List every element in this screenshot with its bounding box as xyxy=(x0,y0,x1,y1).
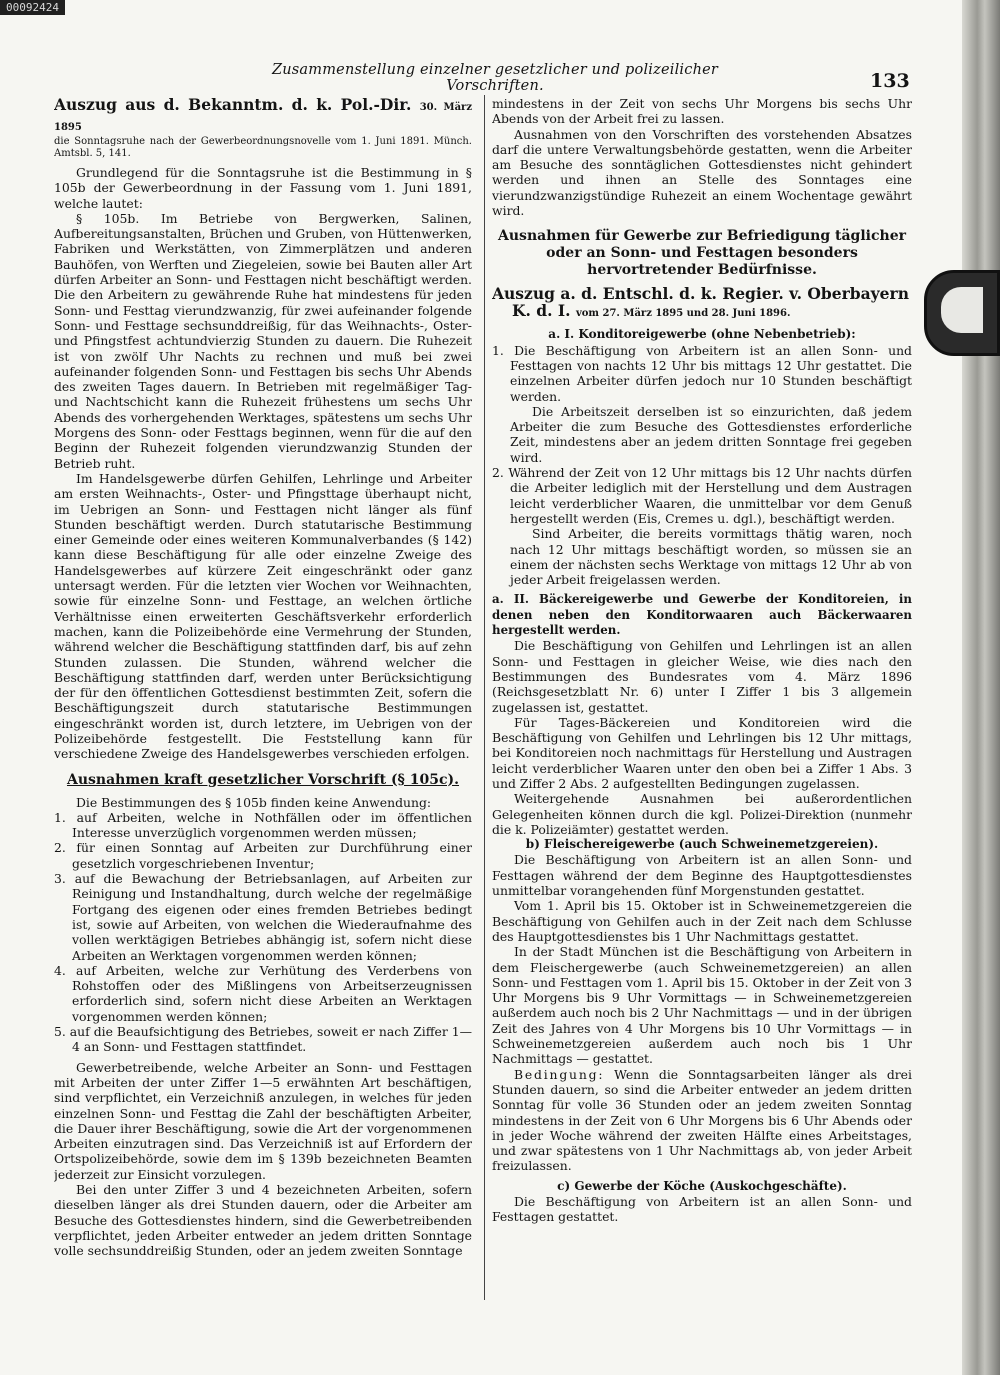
list-intro: Die Bestimmungen des § 105b finden keine Anwendung: xyxy=(76,794,432,810)
extract-title-line-2: K. d. I. xyxy=(512,301,571,321)
a2-paragraph: Die Beschäftigung von Gehilfen und Lehrlingen ist an allen Sonn- und Festtagen in gleicher Weise, wie dies nach den Bestimmungen des Bundesrates vom 4. März 1896 (Reichsgesetzblatt Nr. 6) unter I Ziffer 1 bis 3 allgemein zugelassen ist, gestattet. xyxy=(492,638,912,715)
a1-item: 1. Die Beschäftigung von Arbeitern ist an allen Sonn- und Festtagen von nachts 12 Uhr bis mittags 12 Uhr gestattet. Die einzelnen Arbeiter dürfen jedoch nur 10 Stunden beschäftigt werden. xyxy=(492,342,912,404)
list-item: 4. auf Arbeiten, welche zur Verhütung des Verderbens von Rohstoffen oder des Mißlingens von Arbeitserzeugnissen erforderlich sind, sofern nicht diese Arbeiten an Werktagen vorgenommen werden können; xyxy=(54,962,472,1024)
left-paragraph: Im Handelsgewerbe dürfen Gehilfen, Lehrlinge und Arbeiter am ersten Weihnachts-, Oster- und Pfingsttage überhaupt nicht, im Uebrigen an Sonn- und Festtagen nicht länger als fünf Stunden beschäftigt werden. Durch statutarische Bestimmung einer Gemeinde oder eines weiteren Kommunalverbandes (§ 142) kann diese Beschäftigung für alle oder einzelne Zweige des Handelsgewerbes auf kürzere Zeit eingeschränkt oder ganz untersagt werden. Für die letzten vier Wochen vor Weihnachten, sowie für einzelne Sonn- und Festtage, an welchen örtliche Verhältnisse einen erweiterten Geschäftsverkehr erforderlich machen, kann die Polizeibehörde eine Vermehrung der Stunden, während welcher die Beschäftigung stattfinden darf, bis auf zehn Stunden zulassen. Die Stunden, während welcher die Beschäftigung stattfinden darf, werden unter Berücksichtigung der für den öffentlichen Gottesdienst bestimmten Zeit, sofern die Beschäftigungszeit durch statutarische Bestimmungen eingeschränkt worden ist, durch letztere, im Uebrigen von der Polizeibehörde festgestellt. Die Feststellung kann für verschiedene Zweige des Handelsgewerbes verschieden erfolgen. xyxy=(54,470,472,762)
extract-date: vom 27. März 1895 und 28. Juni 1896. xyxy=(575,308,791,320)
left-title xyxy=(54,96,472,136)
list-item: 2. für einen Sonntag auf Arbeiten zur Durchführung einer gesetzlich vorgeschriebenen Inventur; xyxy=(54,840,472,871)
running-head: Zusammenstellung einzelner gesetzlicher und polizeilicher Vorschriften. xyxy=(271,62,719,94)
a1-item: Sind Arbeiter, die bereits vormittags thätig waren, noch nach 12 Uhr mittags beschäftigt worden, so müssen sie an einem der nächsten sechs Werktage von mittags 12 Uhr ab von jeder Arbeit freigelassen werden. xyxy=(510,526,912,588)
condition-text: Wenn die Sonntagsarbeiten länger als drei Stunden dauern, so sind die Arbeiter entweder an jedem dritten Sonntag für volle 36 Stunden oder an jedem zweiten Sonntag mindestens in der Zeit von 6 Uhr Morgens bis 6 Uhr Abends oder in jeder Woche während der zweiten Hälfte eines Arbeitstages, und zwar spätestens von 1 Uhr Nachmittags ab, von jeder Arbeit freizulassen. xyxy=(492,1066,912,1174)
subsection-heading-a2: a. II. Bäckereigewerbe und Gewerbe der Konditoreien, in denen neben den Konditorwaaren auch Bäckerwaaren hergestellt werden. xyxy=(492,592,912,638)
condition-paragraph xyxy=(492,1067,912,1174)
b-paragraph: Vom 1. April bis 15. Oktober ist in Schweinemetzgereien die Beschäftigung von Gehilfen auch in der Zeit nach dem Schlusse des Hauptgottesdienstes bis 1 Uhr Nachmittags gestattet. xyxy=(492,898,912,944)
right-section-title: Ausnahmen für Gewerbe zur Befriedigung täglicher oder an Sonn- und Festtagen besonders hervortretender Bedürfnisse. xyxy=(498,228,906,279)
list-item: 1. auf Arbeiten, welche in Nothfällen oder im öffentlichen Interesse unverzüglich vorgenommen werden müssen; xyxy=(54,809,472,841)
b-paragraph: In der Stadt München ist die Beschäftigung von Arbeitern in dem Fleischergewerbe (auch Schweinemetzgereien) an allen Sonn- und Festtagen vom 1. April bis 15. Oktober in der Zeit von 3 Uhr Morgens bis 9 Uhr Vormittags — in Schweinemetzgereien außerdem auch noch bis 2 Uhr Nachmittags — und in der übrigen Zeit des Jahres von 4 Uhr Morgens bis 10 Uhr Vormittags — in Schweinemetzgereien außerdem auch noch bis 1 Uhr Nachmittags — gestattet. xyxy=(492,944,912,1067)
scan-id-label: 00092424 xyxy=(0,0,65,15)
extract-title-line-1: Auszug a. d. Entschl. d. k. Regier. v. Oberbayern xyxy=(492,284,909,304)
left-source: die Sonntagsruhe nach der Gewerbeordnungsnovelle vom 1. Juni 1891. Münch. Amtsbl. 5, 141. xyxy=(54,136,472,159)
left-title-text: Auszug aus d. Bekanntm. d. k. Pol.-Dir. xyxy=(54,96,412,114)
extract-title xyxy=(492,285,912,322)
book-page-edges xyxy=(962,0,1000,1375)
subsection-heading-c: c) Gewerbe der Köche (Auskochgeschäfte). xyxy=(557,1178,847,1193)
subsection-heading-a1: a. I. Konditoreigewerbe (ohne Nebenbetrieb): xyxy=(548,327,856,342)
left-paragraph: Gewerbetreibende, welche Arbeiter an Sonn- und Festtagen mit Arbeiten der unter Ziffer 1—5 erwähnten Art beschäftigen, sind verpflichtet, ein Verzeichniß anzulegen, in welches für jeden einzelnen Sonn- und Festtag die Zahl der beschäftigten Arbeiter, die Dauer ihrer Beschäftigung, sowie die Art der vorgenommenen Arbeiten einzutragen sind. Das Verzeichniß ist auf Erfordern der Ortspolizeibehörde, sowie dem im § 139b bezeichneten Beamten jederzeit zur Einsicht vorzulegen. xyxy=(54,1059,472,1182)
a2-paragraph: Für Tages-Bäckereien und Konditoreien wird die Beschäftigung von Gehilfen und Lehrlingen bis 12 Uhr mittags, bei Konditoreien noch nachmittags für Herstellung und Austragen leicht verderblicher Waaren unter den oben bei a Ziffer 1 Abs. 3 und Ziffer 2 Abs. 2 aufgestellten Bedingungen zugelassen. xyxy=(492,714,912,791)
condition-label: Bedingung: xyxy=(514,1066,605,1082)
left-paragraph: § 105b. Im Betriebe von Bergwerken, Salinen, Aufbereitungsanstalten, Brüchen und Gruben, von Hüttenwerken, Fabriken und Werkstätten, von Zimmerplätzen und anderen Bauhöfen, von Werften und Ziegeleien, sowie bei Bauten aller Art dürfen Arbeiter an Sonn- und Festtagen nicht beschäftigt werden. Die den Arbeitern zu gewährende Ruhe hat mindestens für jeden Sonn- und Festtag vierundzwanzig, für zwei aufeinander folgende Sonn- und Festtage sechsunddreißig, für das Weihnachts-, Oster- und Pfingstfest achtundvierzig Stunden zu dauern. Die Ruhezeit ist von zwölf Uhr Nachts zu rechnen und muß bei zwei aufeinander folgenden Sonn- und Festtagen bis sechs Uhr Abends des zweiten Tages dauern. In Betrieben mit regelmäßiger Tag- und Nachtschicht kann die Ruhezeit frühestens um sechs Uhr Abends des vorhergehenden Werktages, spätestens um sechs Uhr Morgens des Sonn- oder Festtags beginnen, wenn für die auf den Beginn der Ruhezeit folgenden vierundzwanzig Stunden der Betrieb ruht. xyxy=(54,210,472,471)
left-column xyxy=(54,96,472,1306)
list-item: 3. auf die Bewachung der Betriebsanlagen, auf Arbeiten zur Reinigung und Instandhaltung, durch welche der regelmäßige Fortgang des eigenen oder eines fremden Betriebes bedingt ist, sowie auf Arbeiten, von welchen die Wiederaufnahme des vollen werktägigen Betriebes abhängig ist, sofern nicht diese Arbeiten an Werktagen vorgenommen werden können; xyxy=(54,871,472,963)
column-divider xyxy=(484,95,485,1300)
left-paragraph: Bei den unter Ziffer 3 und 4 bezeichneten Arbeiten, sofern dieselben länger als drei Stunden dauern, oder die Arbeiter am Besuche des Gottesdienstes hindern, sind die Gewerbetreibenden verpflichtet, jeden Arbeiter entweder an jedem dritten Sonntage volle sechsunddreißig Stunden, oder an jedem zweiten Sonntage xyxy=(54,1182,472,1259)
right-paragraph: mindestens in der Zeit von sechs Uhr Morgens bis sechs Uhr Abends von der Arbeit frei zu lassen. xyxy=(492,96,912,127)
a1-item: 2. Während der Zeit von 12 Uhr mittags bis 12 Uhr nachts dürfen die Arbeiter lediglich mit der Herstellung und dem Austragen leicht verderblicher Waaren, die unmittelbar vor dem Genuß hergestellt werden (Eis, Cremes u. dgl.), beschäftigt werden. xyxy=(492,465,912,526)
page-number: 133 xyxy=(870,70,910,92)
left-section-title: Ausnahmen kraft gesetzlicher Vorschrift (§ 105c). xyxy=(66,771,460,788)
a1-item: Die Arbeitszeit derselben ist so einzurichten, daß jedem Arbeiter die zum Besuche des Gottesdienstes erforderliche Zeit, mindestens aber an jedem dritten Sonntage frei gegeben wird. xyxy=(510,403,912,465)
right-paragraph: Ausnahmen von den Vorschriften des vorstehenden Absatzes darf die untere Verwaltungsbehörde gestatten, wenn die Arbeiter am Besuche des sonntäglichen Gottesdienstes nicht gehindert werden und ihnen an Stelle des Sonntages eine vierundzwanzigstündige Ruhezeit an einem Wochentage gewährt wird. xyxy=(492,126,912,219)
register-tab xyxy=(924,270,1000,356)
left-paragraph: Grundlegend für die Sonntagsruhe ist die Bestimmung in § 105b der Gewerbeordnung in der Fassung vom 1. Juni 1891, welche lautet: xyxy=(54,165,472,211)
list-item: 5. auf die Beaufsichtigung des Betriebes, soweit er nach Ziffer 1—4 an Sonn- und Festtagen stattfindet. xyxy=(54,1024,472,1055)
c-paragraph: Die Beschäftigung von Arbeitern ist an allen Sonn- und Festtagen gestattet. xyxy=(492,1194,912,1225)
right-column xyxy=(492,96,912,1306)
a2-paragraph: Weitergehende Ausnahmen bei außerordentlichen Gelegenheiten können durch die kgl. Polizei-Direktion (nunmehr die k. Polizeiämter) gestattet werden. xyxy=(492,791,912,837)
b-paragraph: Die Beschäftigung von Arbeitern ist an allen Sonn- und Festtagen während der dem Beginne des Hauptgottesdienstes unmittelbar vorangehenden fünf Morgenstunden gestattet. xyxy=(492,852,912,899)
left-title-date: 30. März 1895 xyxy=(54,102,472,133)
subsection-heading-b: b) Fleischereigewerbe (auch Schweinemetzgereien). xyxy=(525,837,879,852)
